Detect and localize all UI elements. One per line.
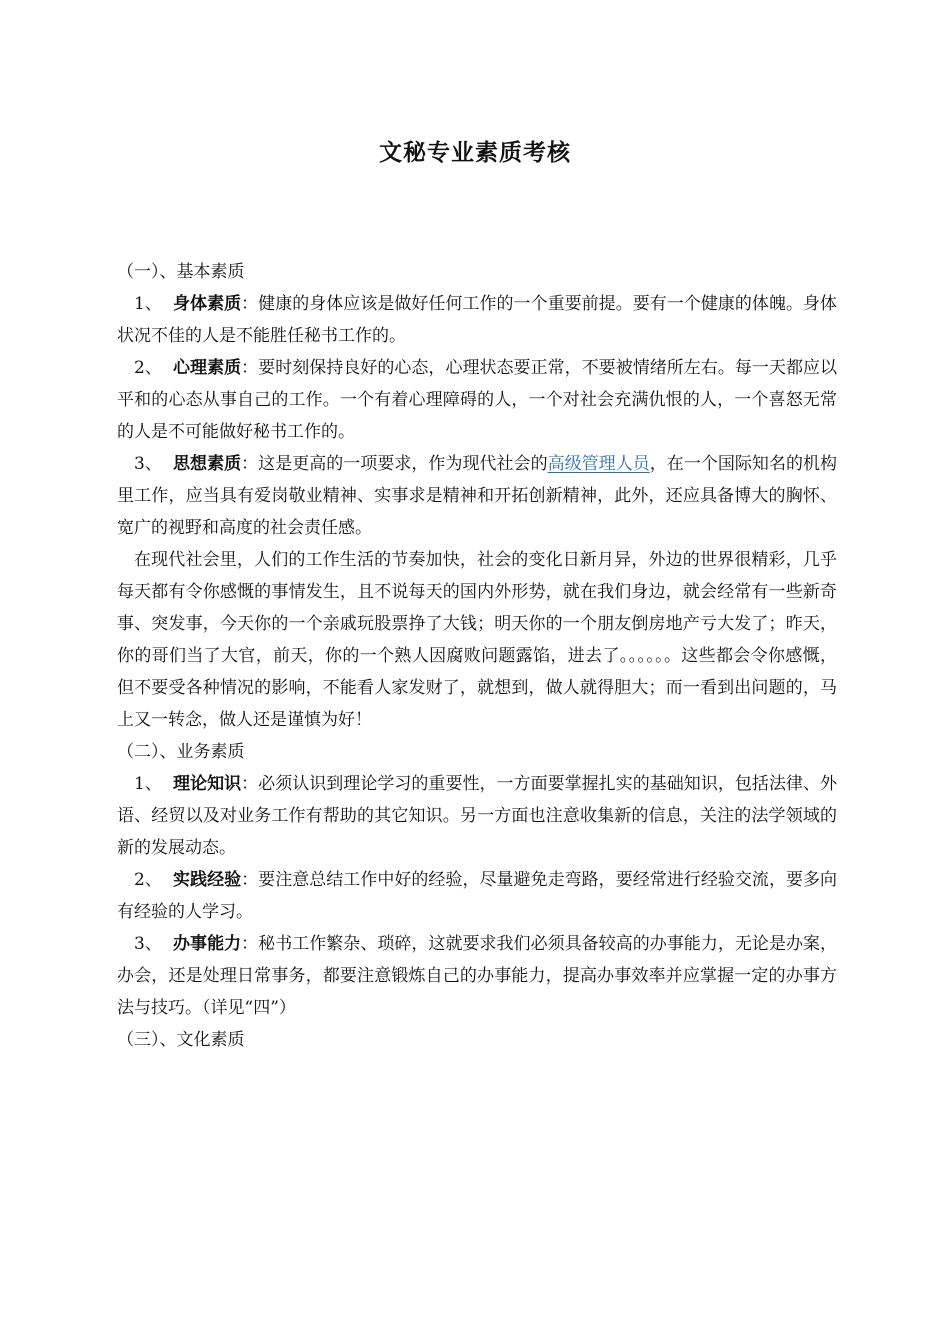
item-colon: ： (241, 870, 259, 890)
item-text-continued: ，在一个国际知名的机构里工作，应当具有爱岗敬业精神、实事求是精神和开拓创新精神，此外，还应具备博大的胸怀、宽广的视野和高度的社会责任感。 (117, 454, 838, 538)
business-item-theory (117, 768, 837, 864)
item-number: 3、 (134, 934, 162, 954)
page-title: 文秘专业素质考核 (379, 139, 571, 166)
item-term: 心理素质 (173, 358, 242, 378)
item-term: 办事能力 (173, 934, 242, 954)
business-item-ability (117, 928, 837, 1024)
section-heading-business: （二）、业务素质 (117, 742, 245, 762)
item-colon: ： (241, 774, 259, 794)
business-item-experience (117, 864, 837, 928)
item-number: 1、 (134, 294, 162, 314)
item-text: 秘书工作繁杂、琐碎，这就要求我们必须具备较高的办事能力，无论是办案，办会，还是处理日常事务，都要注意锻炼自己的办事能力，提高办事效率并应掌握一定的办事方法与技巧。（详见“四”） (117, 934, 838, 1018)
item-text: 必须认识到理论学习的重要性，一方面要掌握扎实的基础知识，包括法律、外语、经贸以及对业务工作有帮助的其它知识。另一方面也注意收集新的信息，关注的法学领域的新的发展动态。 (117, 774, 838, 858)
basic-item-physical (117, 288, 837, 352)
item-term: 理论知识 (173, 774, 242, 794)
item-term: 实践经验 (173, 870, 242, 890)
section-heading-basic: （一）、基本素质 (117, 262, 245, 282)
item-colon: ： (241, 454, 259, 474)
item-colon: ： (241, 934, 259, 954)
item-term: 身体素质 (173, 294, 242, 314)
basic-item-ideological (117, 448, 837, 544)
item-text: 这是更高的一项要求，作为现代社会的 (258, 454, 548, 474)
section-heading-culture: （三）、文化素质 (117, 1030, 245, 1050)
senior-management-link[interactable]: 高级管理人员 (547, 454, 650, 474)
item-number: 2、 (134, 870, 162, 890)
basic-item-psychological (117, 352, 837, 448)
item-number: 2、 (134, 358, 162, 378)
item-text: 要时刻保持良好的心态，心理状态要正常，不要被情绪所左右。每一天都应以平和的心态从事自己的工作。一个有着心理障碍的人，一个对社会充满仇恨的人，一个喜怒无常的人是不可能做好秘书工作的。 (117, 358, 838, 442)
item-number: 3、 (134, 454, 162, 474)
item-term: 思想素质 (173, 454, 242, 474)
item-text: 健康的身体应该是做好任何工作的一个重要前提。要有一个健康的体魄。身体状况不佳的人是不能胜任秘书工作的。 (117, 294, 838, 346)
item-colon: ： (241, 358, 259, 378)
item-colon: ： (241, 294, 259, 314)
basic-paragraph: 在现代社会里，人们的工作生活的节奏加快，社会的变化日新月异，外边的世界很精彩，几乎每天都有令你感慨的事情发生，且不说每天的国内外形势，就在我们身边，就会经常有一些新奇事、突发事，今天你的一个亲戚玩股票挣了大钱；明天你的一个朋友倒房地产亏大发了；昨天，你的哥们当了大官，前天，你的一个熟人因腐败问题露馅，进去了。。。。。。这些都会令你感慨，但不要受各种情况的影响，不能看人家发财了，就想到，做人就得胆大；而一看到出问题的，马上又一转念，做人还是谨慎为好！ (117, 550, 837, 730)
item-number: 1、 (134, 774, 162, 794)
item-text: 要注意总结工作中好的经验，尽量避免走弯路，要经常进行经验交流，要多向有经验的人学习。 (117, 870, 838, 922)
document-body (117, 256, 837, 1056)
